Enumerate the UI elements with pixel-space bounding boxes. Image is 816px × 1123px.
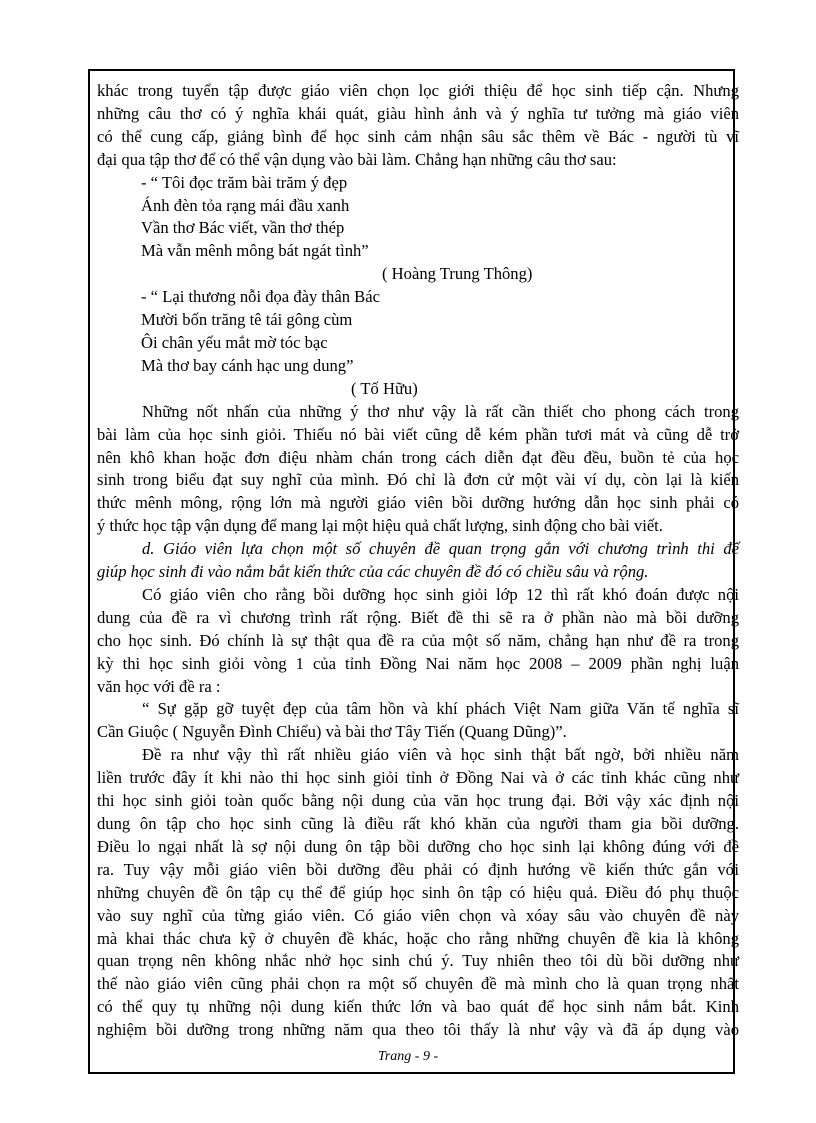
- text-line: d. Giáo viên lựa chọn một số chuyên đề quan trọng gắn với chương trình thi để: [142, 539, 739, 559]
- text-line: bài làm của học sinh giỏi. Thiếu nó bài viết cũng dễ kém phần tươi mát và cũng dễ trở: [97, 424, 739, 444]
- text-line: Có giáo viên cho rằng bồi dưỡng học sinh giỏi lớp 12 thì rất khó đoán được nội: [142, 584, 739, 604]
- text-line: sinh trong biểu đạt suy nghĩ của mình. Đó chỉ là đơn cử một vài ví dụ, còn lại là kiến: [97, 470, 739, 490]
- text-line: quan trọng nên không nhắc nhở học sinh chú ý. Tuy nhiên theo tôi dù bồi dưỡng như: [97, 951, 739, 971]
- poem-author: ( Hoàng Trung Thông): [382, 264, 533, 284]
- text-line: có thể quy tụ những nội dung kiến thức lớn và bao quát để học sinh nắm bắt. Kinh: [97, 997, 739, 1017]
- text-line: kỳ thi học sinh giỏi vòng 1 của tỉnh Đồng Nai năm học 2008 – 2009 phần nghị luận: [97, 653, 739, 673]
- page-content: [97, 80, 739, 1042]
- poem-line: - “ Lại thương nỗi đọa đày thân Bác: [141, 287, 380, 307]
- text-line: khác trong tuyển tập được giáo viên chọn lọc giới thiệu để học sinh tiếp cận. Nhưng: [97, 81, 739, 100]
- intro-paragraph: [97, 80, 739, 172]
- text-line: thế nào giáo viên cũng phải chọn ra một số chuyên đề mà mình cho là quan trọng nhất: [97, 974, 739, 994]
- text-line: Điều lo ngại nhất là sợ nội dung ôn tập bồi dưỡng cho học sinh lại không đúng với đề: [97, 836, 739, 856]
- poem-line: - “ Tôi đọc trăm bài trăm ý đẹp: [141, 172, 348, 192]
- text-line: đại qua tập thơ để có thể vận dụng vào bài làm. Chẳng hạn những câu thơ sau:: [97, 149, 617, 169]
- exam-quote: [97, 698, 739, 744]
- section-d-heading: [97, 538, 739, 584]
- text-line: văn học với đề ra :: [97, 676, 221, 696]
- poem-line: Mà vẫn mênh mông bát ngát tình”: [141, 241, 369, 261]
- text-line: thức mênh mông, rộng lớn mà người giáo viên bồi dưỡng hướng dẫn học sinh phải có: [97, 493, 739, 513]
- text-line: cho học sinh. Đó chính là sự thật qua đề ra của một số năm, chẳng hạn như đề ra trong: [97, 630, 739, 650]
- text-line: Những nốt nhấn của những ý thơ như vậy là rất cần thiết cho phong cách trong: [142, 401, 739, 421]
- text-line: những câu thơ có ý nghĩa khái quát, giàu hình ảnh và ý nghĩa tư tưởng mà giáo viên: [97, 103, 739, 123]
- poem-line: Mà thơ bay cánh hạc ung dung”: [141, 355, 354, 375]
- poem-author: ( Tố Hữu): [351, 378, 418, 398]
- text-line: Cần Giuộc ( Nguyễn Đình Chiểu) và bài thơ Tây Tiến (Quang Dũng)”.: [97, 722, 567, 742]
- text-line: thi học sinh giỏi toàn quốc bằng nội dung của văn học trung đại. Bởi vậy xác định nội: [97, 791, 739, 811]
- poem-line: Mười bốn trăng tê tái gông cùm: [141, 310, 353, 330]
- poem-line: Ánh đèn tỏa rạng mái đầu xanh: [141, 195, 350, 215]
- text-line: Đề ra như vậy thì rất nhiều giáo viên và học sinh thật bất ngờ, bởi nhiều năm: [142, 745, 739, 765]
- text-line: ý thức học tập vận dụng để mang lại một hiệu quả chất lượng, sinh động cho bài viết.: [97, 516, 663, 536]
- text-line: có thể cung cấp, giảng bình để học sinh cảm nhận sâu sắc thêm về Bác - người tù vĩ: [97, 126, 739, 146]
- text-line: giúp học sinh đi vào nắm bắt kiến thức của các chuyên đề đó có chiều sâu và rộng.: [97, 562, 649, 582]
- text-line: nên khô khan hoặc đơn điệu nhàm chán trong cách diễn đạt đều đều, buồn tẻ của học: [97, 447, 739, 467]
- poem-line: Vần thơ Bác viết, vần thơ thép: [141, 218, 345, 238]
- paragraph-1: [97, 401, 739, 538]
- text-line: liền trước đây ít khi nào thi học sinh giỏi tỉnh ở Đồng Nai và ở các tỉnh khác cũng như: [97, 768, 739, 788]
- poem-to-huu: [97, 286, 739, 378]
- text-line: “ Sự gặp gỡ tuyệt đẹp của tâm hồn và khí phách Việt Nam giữa Văn tế nghĩa sĩ: [142, 699, 739, 719]
- text-line: nghiệm bồi dưỡng trong những năm qua theo tôi thấy là như vậy và đã áp dụng vào: [97, 1020, 739, 1040]
- poem-hoang-trung-thong: [97, 172, 739, 264]
- text-line: những chuyên đề ôn tập cụ thể để giúp học sinh ôn tập có hiệu quả. Điều đó phụ thuộc: [97, 882, 739, 902]
- paragraph-2: [97, 584, 739, 699]
- paragraph-3: [97, 744, 739, 1042]
- page-number: Trang - 9 -: [377, 1049, 439, 1064]
- text-line: dung của đề ra vì chương trình rất rộng. Biết đề thi sẽ ra ở phần nào mà bồi dưỡng: [97, 607, 739, 627]
- text-line: mà khai thác chưa kỹ ở chuyên đề khác, hoặc cho rằng những chuyên đề kia là không: [97, 928, 739, 948]
- text-line: ra. Tuy vậy mỗi giáo viên bồi dưỡng đều phải có định hướng về kiến thức gắn với: [97, 859, 739, 879]
- text-line: dung ôn tập cho học sinh cũng là điều rất khó khăn của người tham gia bồi dưỡng.: [97, 814, 739, 833]
- text-line: vào suy nghĩ của từng giáo viên. Có giáo viên chọn và xóay sâu vào chuyên đề này: [97, 905, 739, 925]
- poem-line: Ôi chân yếu mắt mờ tóc bạc: [141, 332, 328, 352]
